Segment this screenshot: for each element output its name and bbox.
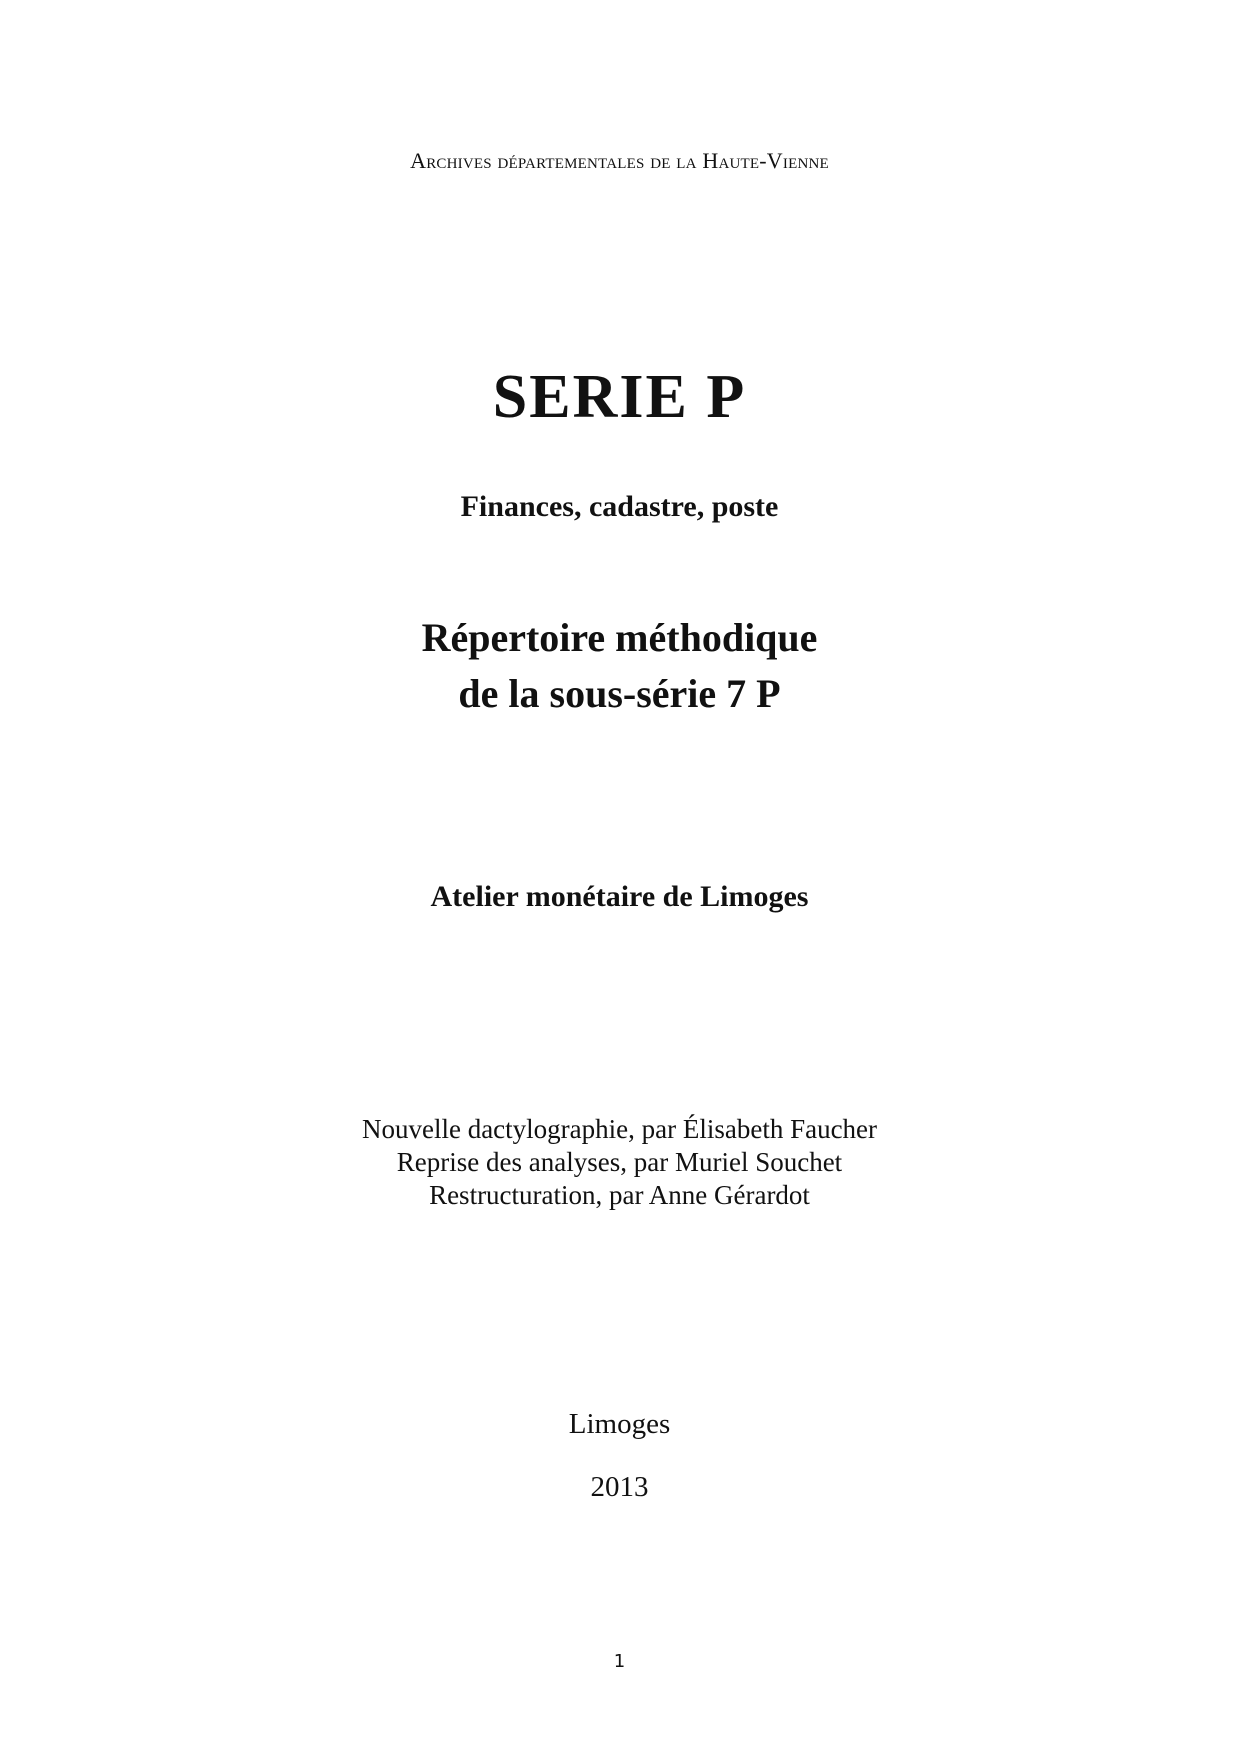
repertoire-title-line-2: de la sous-série 7 P (458, 671, 781, 716)
imprint-place: Limoges (568, 1408, 671, 1440)
page-number: 1 (613, 1651, 626, 1672)
series-subtitle: Finances, cadastre, poste (460, 490, 779, 523)
credits-list (0, 1113, 1239, 1212)
credit-line: Restructuration, par Anne Gérardot (429, 1180, 810, 1210)
fonds-title: Atelier monétaire de Limoges (430, 880, 809, 913)
series-title: SERIE P (492, 363, 747, 431)
credit-line: Nouvelle dactylographie, par Élisabeth Faucher (361, 1114, 878, 1144)
repertoire-title-line-1: Répertoire méthodique (421, 615, 818, 660)
imprint-year: 2013 (590, 1471, 649, 1503)
credit-line: Reprise des analyses, par Muriel Souchet (396, 1147, 843, 1177)
institution-header: Archives départementales de la Haute-Vienne (410, 148, 829, 173)
